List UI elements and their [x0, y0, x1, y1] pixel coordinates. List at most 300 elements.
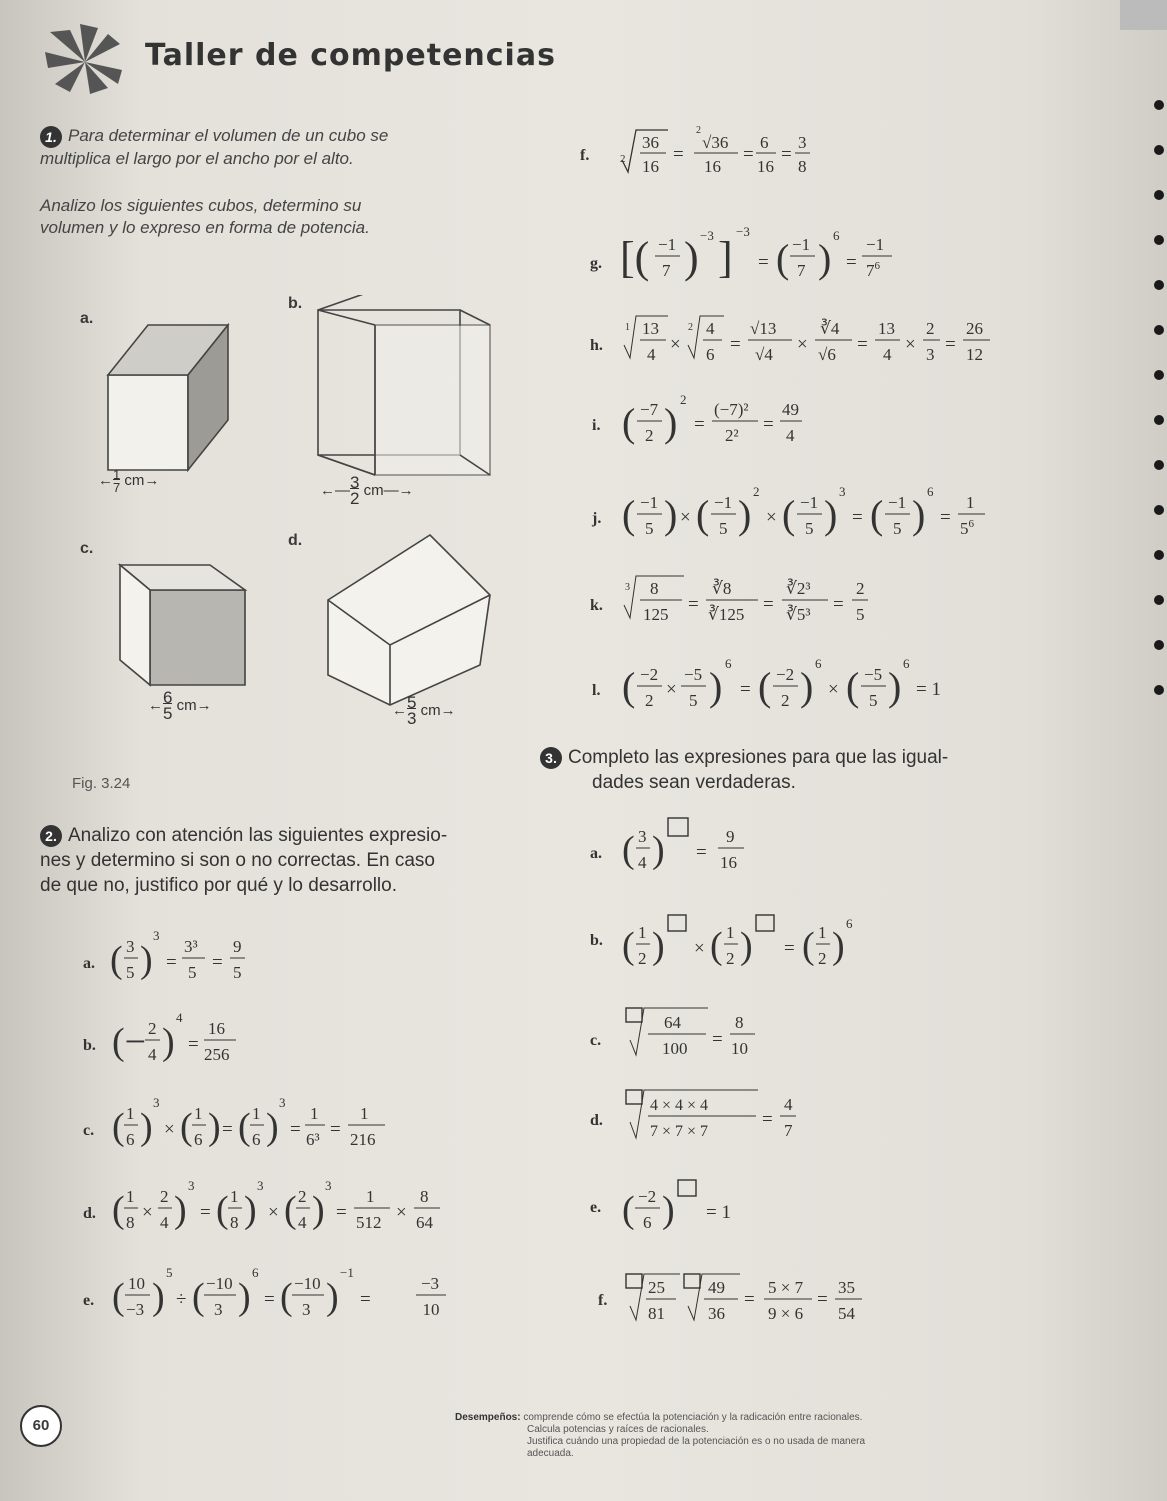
svg-text:2: 2 — [160, 1187, 169, 1206]
ex2-label-l: l. — [592, 682, 601, 699]
svg-text:=: = — [166, 952, 177, 973]
svg-text:2: 2 — [753, 484, 760, 499]
cube-d-dimension: $\leftarrow\frac{5}{3} cm\to$ — [392, 693, 456, 728]
svg-text:=: = — [264, 1289, 275, 1310]
svg-text:35: 35 — [838, 1278, 855, 1297]
svg-text:8: 8 — [650, 579, 659, 598]
svg-text:4: 4 — [148, 1045, 157, 1064]
svg-text:=: = — [762, 1109, 773, 1130]
svg-text:=: = — [744, 1289, 755, 1310]
ex1-text-line4: volumen y lo expreso en forma de potencia. — [40, 218, 370, 237]
svg-text:36: 36 — [708, 1304, 725, 1323]
svg-text:125: 125 — [643, 605, 669, 624]
svg-text:6: 6 — [903, 656, 910, 671]
page-number: 60 — [20, 1405, 62, 1447]
svg-text:2: 2 — [148, 1019, 157, 1038]
svg-text:−1: −1 — [888, 493, 907, 512]
svg-text:36: 36 — [642, 133, 659, 152]
svg-text:6: 6 — [252, 1265, 259, 1280]
svg-text:6: 6 — [706, 345, 715, 364]
svg-text:6: 6 — [725, 656, 732, 671]
svg-text:×: × — [680, 507, 691, 528]
cube-d-label: d. — [288, 532, 303, 549]
cube-d-den: 3 — [407, 709, 417, 728]
svg-text:√13: √13 — [750, 319, 777, 338]
ex3-label-f: f. — [598, 1292, 608, 1309]
ex2-label-i: i. — [592, 417, 601, 434]
svg-text:64: 64 — [664, 1013, 681, 1032]
svg-text:6: 6 — [643, 1213, 652, 1232]
svg-text:): ) — [208, 1106, 221, 1148]
svg-text:=: = — [763, 414, 774, 435]
svg-text:=: = — [784, 938, 795, 959]
svg-text:(: ( — [710, 925, 723, 967]
cube-b-num: 3 — [350, 473, 360, 492]
svg-text:8: 8 — [420, 1187, 429, 1206]
svg-text:8: 8 — [798, 157, 807, 176]
svg-text:=: = — [763, 594, 774, 615]
svg-text:8: 8 — [230, 1213, 239, 1232]
svg-text:√4: √4 — [755, 345, 773, 364]
svg-text:16: 16 — [720, 853, 737, 872]
svg-text:9: 9 — [233, 937, 242, 956]
svg-text:2: 2 — [696, 125, 701, 136]
svg-text:5: 5 — [869, 691, 878, 710]
svg-text:5: 5 — [893, 519, 902, 538]
svg-text:76: $7^6$ — [866, 260, 880, 280]
svg-text:9: 9 — [726, 827, 735, 846]
cube-b-dimension: $\leftarrow—\frac{3}{2}$ cm—→ — [320, 473, 414, 508]
svg-text:=: = — [694, 414, 705, 435]
svg-text:(: ( — [622, 492, 636, 537]
svg-text:=: = — [290, 1119, 301, 1140]
svg-text:): ) — [664, 492, 678, 537]
svg-text:×: × — [396, 1202, 407, 1223]
svg-text:=: = — [212, 952, 223, 973]
ex3-label-a: a. — [590, 845, 602, 862]
svg-text:): ) — [174, 1189, 187, 1231]
svg-text:7 × 7 × 7: 7 × 7 × 7 — [650, 1123, 709, 1140]
svg-text:−3: −3 — [736, 224, 750, 239]
cube-b-unit: cm — [363, 481, 384, 499]
svg-text:2: 2 — [298, 1187, 307, 1206]
ex2-number: 2. — [40, 825, 62, 847]
svg-text:6: 6 — [815, 656, 822, 671]
svg-text:−1: −1 — [340, 1265, 354, 1280]
svg-text:−3: −3 — [126, 1300, 145, 1319]
svg-text:4: 4 — [706, 319, 715, 338]
svg-text:×: × — [797, 334, 808, 355]
ex2-label-c: c. — [83, 1122, 95, 1139]
svg-text:): ) — [912, 492, 926, 537]
svg-text:(: ( — [622, 925, 635, 967]
svg-text:2: 2 — [680, 392, 687, 407]
svg-text:4 × 4 × 4: 4 × 4 × 4 — [650, 1097, 709, 1114]
footer-performance — [455, 1412, 1055, 1460]
svg-text:1: 1 — [126, 1187, 135, 1206]
ex3-statement — [540, 745, 1100, 795]
svg-text:4: 4 — [176, 1010, 183, 1025]
svg-text:(: ( — [284, 1189, 297, 1231]
svg-text:4: 4 — [160, 1213, 169, 1232]
svg-text:): ) — [312, 1189, 325, 1231]
ex2-label-h: h. — [590, 337, 603, 354]
svg-text:1: 1 — [194, 1104, 203, 1123]
svg-text:×: × — [905, 334, 916, 355]
svg-text:5: 5 — [645, 519, 654, 538]
svg-text:−1: −1 — [658, 235, 677, 254]
svg-text:): ) — [709, 664, 723, 709]
svg-text:10: 10 — [422, 1300, 440, 1319]
page-title: Taller de competencias — [145, 38, 556, 73]
ex3-label-b: b. — [590, 932, 603, 949]
ex1-number: 1. — [40, 126, 62, 148]
svg-text:2: 2 — [620, 153, 626, 165]
svg-text:×: × — [694, 938, 705, 959]
svg-text:25: 25 — [648, 1278, 665, 1297]
svg-text:=: = — [857, 334, 868, 355]
svg-text:−10: −10 — [206, 1274, 233, 1293]
svg-text:56: $5^6$ — [960, 518, 974, 538]
cube-c-den: 5 — [163, 704, 173, 723]
ex3-text-line2: dades sean verdaderas. — [592, 772, 796, 793]
svg-text:=: = — [743, 144, 754, 165]
svg-text:= 1: = 1 — [916, 679, 941, 700]
svg-text:(: ( — [696, 492, 710, 537]
svg-text:(: ( — [112, 1189, 125, 1231]
svg-text:×: × — [828, 679, 839, 700]
ex1-text-line3: Analizo los siguientes cubos, determino su — [40, 196, 362, 215]
svg-text:): ) — [652, 925, 665, 967]
cube-a-label: a. — [80, 310, 94, 327]
svg-text:49: 49 — [782, 400, 799, 419]
binder-holes — [1149, 0, 1167, 1501]
svg-text:=: = — [336, 1202, 347, 1223]
svg-text:3: 3 — [188, 1178, 195, 1193]
ex3-label-c: c. — [590, 1032, 602, 1049]
svg-text:): ) — [664, 400, 678, 445]
cube-a-num: 1 — [113, 467, 121, 482]
svg-text:12: 12 — [966, 345, 983, 364]
svg-text:5: 5 — [233, 963, 242, 982]
cube-b-den: 2 — [350, 489, 360, 508]
svg-text:26: 26 — [966, 319, 983, 338]
svg-text:3: 3 — [279, 1095, 286, 1110]
svg-text:−1: −1 — [800, 493, 819, 512]
svg-text:−2: −2 — [640, 665, 659, 684]
svg-text:4: 4 — [784, 1095, 793, 1114]
ex2-label-b: b. — [83, 1037, 96, 1054]
svg-text:=: = — [688, 594, 699, 615]
svg-text:=: = — [360, 1289, 371, 1310]
svg-text:=: = — [833, 594, 844, 615]
svg-text:2: 2 — [726, 949, 735, 968]
svg-text:3³: 3³ — [184, 937, 198, 956]
svg-text:): ) — [238, 1276, 251, 1318]
ex3-number: 3. — [540, 747, 562, 769]
svg-text:(: ( — [776, 236, 790, 281]
svg-text:3: 3 — [798, 133, 807, 152]
svg-text:=: = — [712, 1029, 723, 1050]
svg-text:3: 3 — [153, 1095, 160, 1110]
svg-text:∛5³: ∛5³ — [786, 605, 811, 624]
svg-text:): ) — [684, 233, 699, 282]
svg-text:2: 2 — [818, 949, 827, 968]
svg-text:(: ( — [180, 1106, 193, 1148]
svg-text:(: ( — [622, 400, 636, 445]
svg-text:10: 10 — [731, 1039, 748, 1058]
svg-text:1: 1 — [726, 923, 735, 942]
svg-text:100: 100 — [662, 1039, 688, 1058]
svg-text:×: × — [164, 1119, 175, 1140]
svg-text:]: ] — [718, 233, 733, 282]
svg-text:=: = — [945, 334, 956, 355]
svg-text:−3: −3 — [420, 1274, 440, 1293]
svg-text:×: × — [666, 679, 677, 700]
svg-text:1: 1 — [818, 923, 827, 942]
ex3-label-d: d. — [590, 1112, 603, 1129]
svg-text:54: 54 — [838, 1304, 855, 1323]
cube-c-unit: cm — [176, 696, 197, 714]
svg-text:=: = — [846, 252, 857, 273]
svg-text:−1: −1 — [640, 493, 659, 512]
svg-text:6: 6 — [252, 1130, 261, 1149]
svg-text:4: 4 — [647, 345, 656, 364]
svg-text:1: 1 — [252, 1104, 261, 1123]
svg-text:512: 512 — [356, 1213, 382, 1232]
svg-text:2²: 2² — [725, 426, 739, 445]
svg-text:): ) — [800, 664, 814, 709]
svg-text:(: ( — [216, 1189, 229, 1231]
svg-text:1: 1 — [230, 1187, 239, 1206]
svg-text:(: ( — [622, 1189, 635, 1231]
svg-text:∛4: ∛4 — [820, 319, 840, 338]
svg-text:6: 6 — [927, 484, 934, 499]
svg-text:): ) — [140, 939, 153, 981]
svg-text:(−7)²: (−7)² — [714, 400, 749, 419]
svg-text:2: 2 — [638, 949, 647, 968]
svg-text:): ) — [652, 829, 665, 871]
cube-a-dimension: $\leftarrow\frac{1}{7} cm\to$ — [98, 467, 160, 495]
svg-text:=: = — [817, 1289, 828, 1310]
svg-text:∛125: ∛125 — [708, 605, 745, 624]
svg-text:2: 2 — [926, 319, 935, 338]
svg-text:−2: −2 — [638, 1187, 657, 1206]
ex2-label-j: j. — [592, 510, 602, 527]
svg-text:8: 8 — [735, 1013, 744, 1032]
svg-text:): ) — [738, 492, 752, 537]
svg-text:(: ( — [192, 1276, 205, 1318]
svg-text:5: 5 — [166, 1265, 173, 1280]
footer-line1: comprende cómo se efectúa la potenciación y la radicación entre racionales. — [523, 1412, 863, 1423]
svg-text:81: 81 — [648, 1304, 665, 1323]
svg-text:1: 1 — [126, 1104, 135, 1123]
svg-text:): ) — [266, 1106, 279, 1148]
footer-label: Desempeños: — [455, 1412, 521, 1423]
svg-text:3: 3 — [926, 345, 935, 364]
svg-text:5: 5 — [719, 519, 728, 538]
svg-text:∛8: ∛8 — [712, 579, 732, 598]
svg-text:−5: −5 — [684, 665, 703, 684]
svg-text:3: 3 — [126, 937, 135, 956]
svg-text:(: ( — [112, 1276, 125, 1318]
svg-text:(: ( — [110, 939, 123, 981]
svg-text:×: × — [670, 334, 681, 355]
ex2-text-line3: de que no, justifico por qué y lo desarrollo. — [40, 875, 397, 896]
svg-text:=: = — [188, 1034, 199, 1055]
ex2-label-d: d. — [83, 1205, 96, 1222]
svg-text:=: = — [758, 252, 769, 273]
svg-text:6: 6 — [126, 1130, 135, 1149]
svg-text:64: 64 — [416, 1213, 433, 1232]
svg-text:10: 10 — [128, 1274, 145, 1293]
svg-text:): ) — [140, 1106, 153, 1148]
svg-text:4: 4 — [638, 853, 647, 872]
ex2-text-line1: Analizo con atención las siguientes expresio- — [68, 825, 448, 846]
svg-text:7: 7 — [797, 261, 806, 280]
footer-line2: Calcula potencias y raíces de racionales. — [527, 1424, 709, 1435]
svg-text:4: 4 — [786, 426, 795, 445]
svg-text:13: 13 — [642, 319, 659, 338]
svg-text:13: 13 — [878, 319, 895, 338]
svg-text:1: 1 — [625, 322, 630, 333]
svg-text:(: ( — [238, 1106, 251, 1148]
svg-text:=: = — [740, 679, 751, 700]
svg-text:√6: √6 — [818, 345, 836, 364]
svg-text:÷: ÷ — [176, 1289, 187, 1310]
svg-text:): ) — [832, 925, 845, 967]
svg-text:1: 1 — [638, 923, 647, 942]
svg-text:=: = — [222, 1119, 233, 1140]
svg-text:4: 4 — [883, 345, 892, 364]
svg-text:7: 7 — [662, 261, 671, 280]
svg-text:6: 6 — [194, 1130, 203, 1149]
svg-text:=: = — [696, 842, 707, 863]
svg-text:√36: √36 — [702, 133, 729, 152]
svg-text:8: 8 — [126, 1213, 135, 1232]
cube-a-den: 7 — [113, 480, 121, 495]
svg-text:): ) — [162, 1021, 175, 1063]
svg-text:2: 2 — [688, 322, 693, 333]
svg-text:1: 1 — [966, 493, 975, 512]
footer-line4: adecuada. — [527, 1448, 574, 1459]
ex3-label-e: e. — [590, 1199, 602, 1216]
svg-text:3: 3 — [302, 1300, 311, 1319]
svg-text:(: ( — [622, 664, 636, 709]
svg-text:(: ( — [782, 492, 796, 537]
figure-caption: Fig. 3.24 — [72, 775, 131, 792]
svg-text:): ) — [818, 236, 832, 281]
svg-text:(: ( — [870, 492, 884, 537]
svg-text:−1: −1 — [792, 235, 811, 254]
svg-text:16: 16 — [757, 157, 774, 176]
svg-text:(: ( — [622, 829, 635, 871]
svg-text:6³: 6³ — [306, 1130, 320, 1149]
svg-text:=: = — [852, 507, 863, 528]
svg-text:(: ( — [802, 925, 815, 967]
cube-c-dimension: $\leftarrow\frac{6}{5} cm\to$ — [148, 688, 212, 723]
cube-d-unit: cm — [420, 701, 441, 719]
svg-text:5: 5 — [689, 691, 698, 710]
ex2-text-line2: nes y determino si son o no correctas. En caso — [40, 850, 435, 871]
svg-text:3: 3 — [153, 928, 160, 943]
cube-b-label: b. — [288, 295, 303, 312]
ex2-label-k: k. — [590, 597, 603, 614]
svg-text:16: 16 — [704, 157, 721, 176]
cube-c-label: c. — [80, 540, 94, 557]
svg-text:[(: [( — [620, 233, 650, 282]
svg-text:3: 3 — [214, 1300, 223, 1319]
cube-a-unit: cm — [124, 471, 145, 489]
svg-text:): ) — [740, 925, 753, 967]
svg-text:16: 16 — [642, 157, 659, 176]
svg-text:5: 5 — [856, 605, 865, 624]
svg-text:2: 2 — [781, 691, 790, 710]
ex1-text-line1: Para determinar el volumen de un cubo se — [68, 126, 389, 145]
svg-text:(: ( — [758, 664, 772, 709]
svg-text:×: × — [142, 1202, 153, 1223]
svg-text:(: ( — [846, 664, 860, 709]
svg-text:3: 3 — [839, 484, 846, 499]
svg-text:−10: −10 — [294, 1274, 321, 1293]
svg-text:2: 2 — [645, 426, 654, 445]
svg-text:6: 6 — [846, 916, 853, 931]
svg-text:7: 7 — [784, 1121, 793, 1140]
svg-text:×: × — [766, 507, 777, 528]
svg-text:5: 5 — [126, 963, 135, 982]
ex2-label-e: e. — [83, 1292, 95, 1309]
cube-d-num: 5 — [407, 693, 417, 712]
svg-text:16: 16 — [208, 1019, 225, 1038]
svg-text:=: = — [200, 1202, 211, 1223]
svg-text:): ) — [244, 1189, 257, 1231]
svg-text:5: 5 — [805, 519, 814, 538]
svg-text:3: 3 — [257, 1178, 264, 1193]
svg-text:5 × 7: 5 × 7 — [768, 1278, 804, 1297]
ex1-text-line2: multiplica el largo por el ancho por el alto. — [40, 148, 354, 168]
svg-text:2: 2 — [856, 579, 865, 598]
svg-text:1: 1 — [360, 1104, 369, 1123]
footer-line3: Justifica cuándo una propiedad de la potenciación es o no usada de manera — [527, 1436, 866, 1447]
svg-text:9 × 6: 9 × 6 — [768, 1304, 804, 1323]
svg-text:3: 3 — [638, 827, 647, 846]
svg-text:6: 6 — [760, 133, 769, 152]
ex3-text-line1: Completo las expresiones para que las igual- — [568, 747, 949, 768]
svg-text:=: = — [330, 1119, 341, 1140]
svg-text:): ) — [326, 1276, 339, 1318]
svg-text:256: 256 — [204, 1045, 230, 1064]
ex2-label-a: a. — [83, 955, 95, 972]
svg-text:49: 49 — [708, 1278, 725, 1297]
svg-text:−1: −1 — [714, 493, 733, 512]
ex2-label-g: g. — [590, 255, 602, 272]
ex2-label-f: f. — [580, 147, 590, 164]
svg-text:−1: −1 — [866, 235, 885, 254]
svg-text:1: 1 — [366, 1187, 375, 1206]
svg-text:(−: (− — [112, 1021, 147, 1063]
svg-text:−7: −7 — [640, 400, 659, 419]
svg-text:= 1: = 1 — [706, 1202, 731, 1223]
svg-text:=: = — [673, 144, 684, 165]
svg-text:−3: −3 — [700, 228, 714, 243]
svg-text:): ) — [152, 1276, 165, 1318]
svg-text:∛2³: ∛2³ — [786, 579, 811, 598]
svg-text:(: ( — [112, 1106, 125, 1148]
svg-text:×: × — [268, 1202, 279, 1223]
svg-text:216: 216 — [350, 1130, 376, 1149]
svg-text:5: 5 — [188, 963, 197, 982]
svg-text:4: 4 — [298, 1213, 307, 1232]
